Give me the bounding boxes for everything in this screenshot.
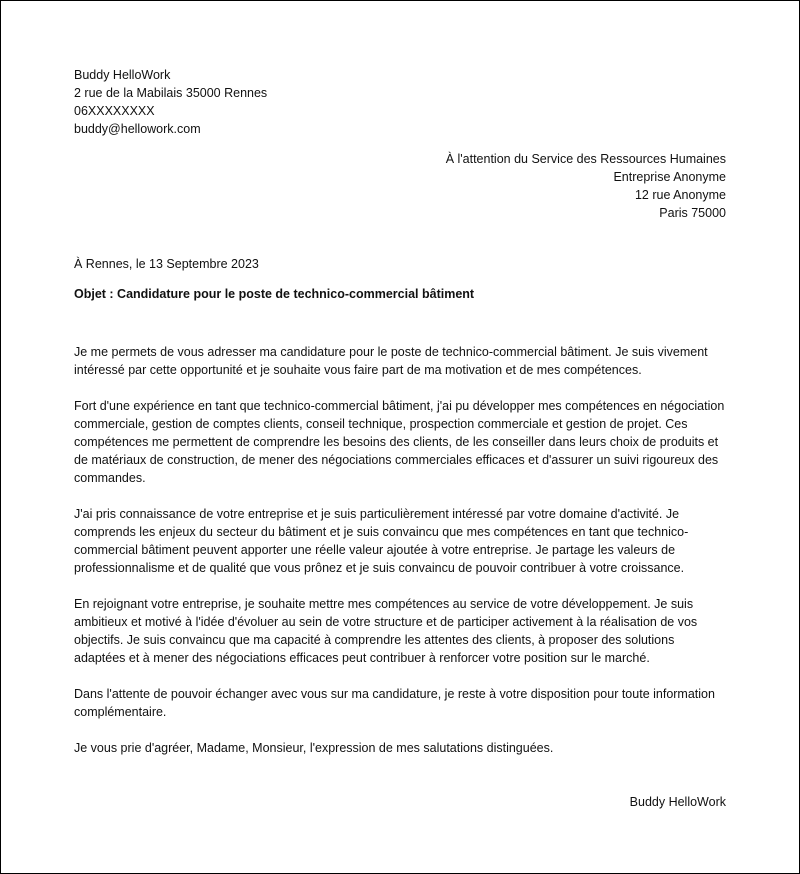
signature: Buddy HelloWork	[629, 795, 726, 809]
sender-name: Buddy HelloWork	[74, 68, 171, 82]
body-paragraph: Je me permets de vous adresser ma candidature pour le poste de technico-commercial bâtiment. Je suis vivement intéressé par cette opportunité et je souhaite vous faire part de ma motivation et de mes compétences.	[74, 345, 708, 377]
subject-line: Objet : Candidature pour le poste de technico-commercial bâtiment	[74, 287, 475, 301]
body-paragraph: Dans l'attente de pouvoir échanger avec vous sur ma candidature, je reste à votre disposition pour toute information complémentaire.	[74, 687, 715, 719]
body-paragraph: J'ai pris connaissance de votre entreprise et je suis particulièrement intéressé par votre domaine d'activité. Je comprends les enjeux du secteur du bâtiment et je suis convaincu que mes compétences en tant que technico-commercial bâtiment peuvent apporter une réelle valeur ajoutée à votre entreprise. Je partage les valeurs de professionnalisme et de qualité que vous prônez et je suis convaincu de pouvoir contribuer à votre croissance.	[74, 507, 689, 575]
recipient-street: 12 rue Anonyme	[634, 188, 726, 202]
recipient-block	[74, 150, 726, 222]
sender-address: 2 rue de la Mabilais 35000 Rennes	[74, 86, 268, 100]
sender-phone: 06XXXXXXXX	[74, 104, 155, 118]
sender-email: buddy@hellowork.com	[74, 122, 201, 136]
closing-paragraph: Je vous prie d'agréer, Madame, Monsieur, l'expression de mes salutations distinguées.	[74, 741, 554, 755]
recipient-company: Entreprise Anonyme	[613, 170, 726, 184]
sender-block	[74, 66, 726, 138]
recipient-attention: À l'attention du Service des Ressources Humaines	[445, 152, 726, 166]
date-line: À Rennes, le 13 Septembre 2023	[74, 257, 259, 271]
body-paragraph: En rejoignant votre entreprise, je souhaite mettre mes compétences au service de votre développement. Je suis ambitieux et motivé à l'idée d'évoluer au sein de votre structure et de participer activement à la réalisation de vos objectifs. Je suis convaincu que ma capacité à comprendre les attentes des clients, à proposer des solutions adaptées et à mener des négociations efficaces peut contribuer à renforcer votre position sur le marché.	[74, 597, 698, 665]
letter-body	[74, 343, 726, 757]
body-paragraph: Fort d'une expérience en tant que technico-commercial bâtiment, j'ai pu développer mes compétences en négociation commerciale, gestion de comptes clients, conseil technique, prospection commerciale et gestion de projet. Ces compétences me permettent de comprendre les besoins des clients, de les conseiller dans leurs choix de produits et de matériaux de construction, de mener des négociations commerciales efficaces et d'assurer un suivi rigoureux des commandes.	[74, 399, 725, 485]
recipient-city: Paris 75000	[659, 206, 726, 220]
